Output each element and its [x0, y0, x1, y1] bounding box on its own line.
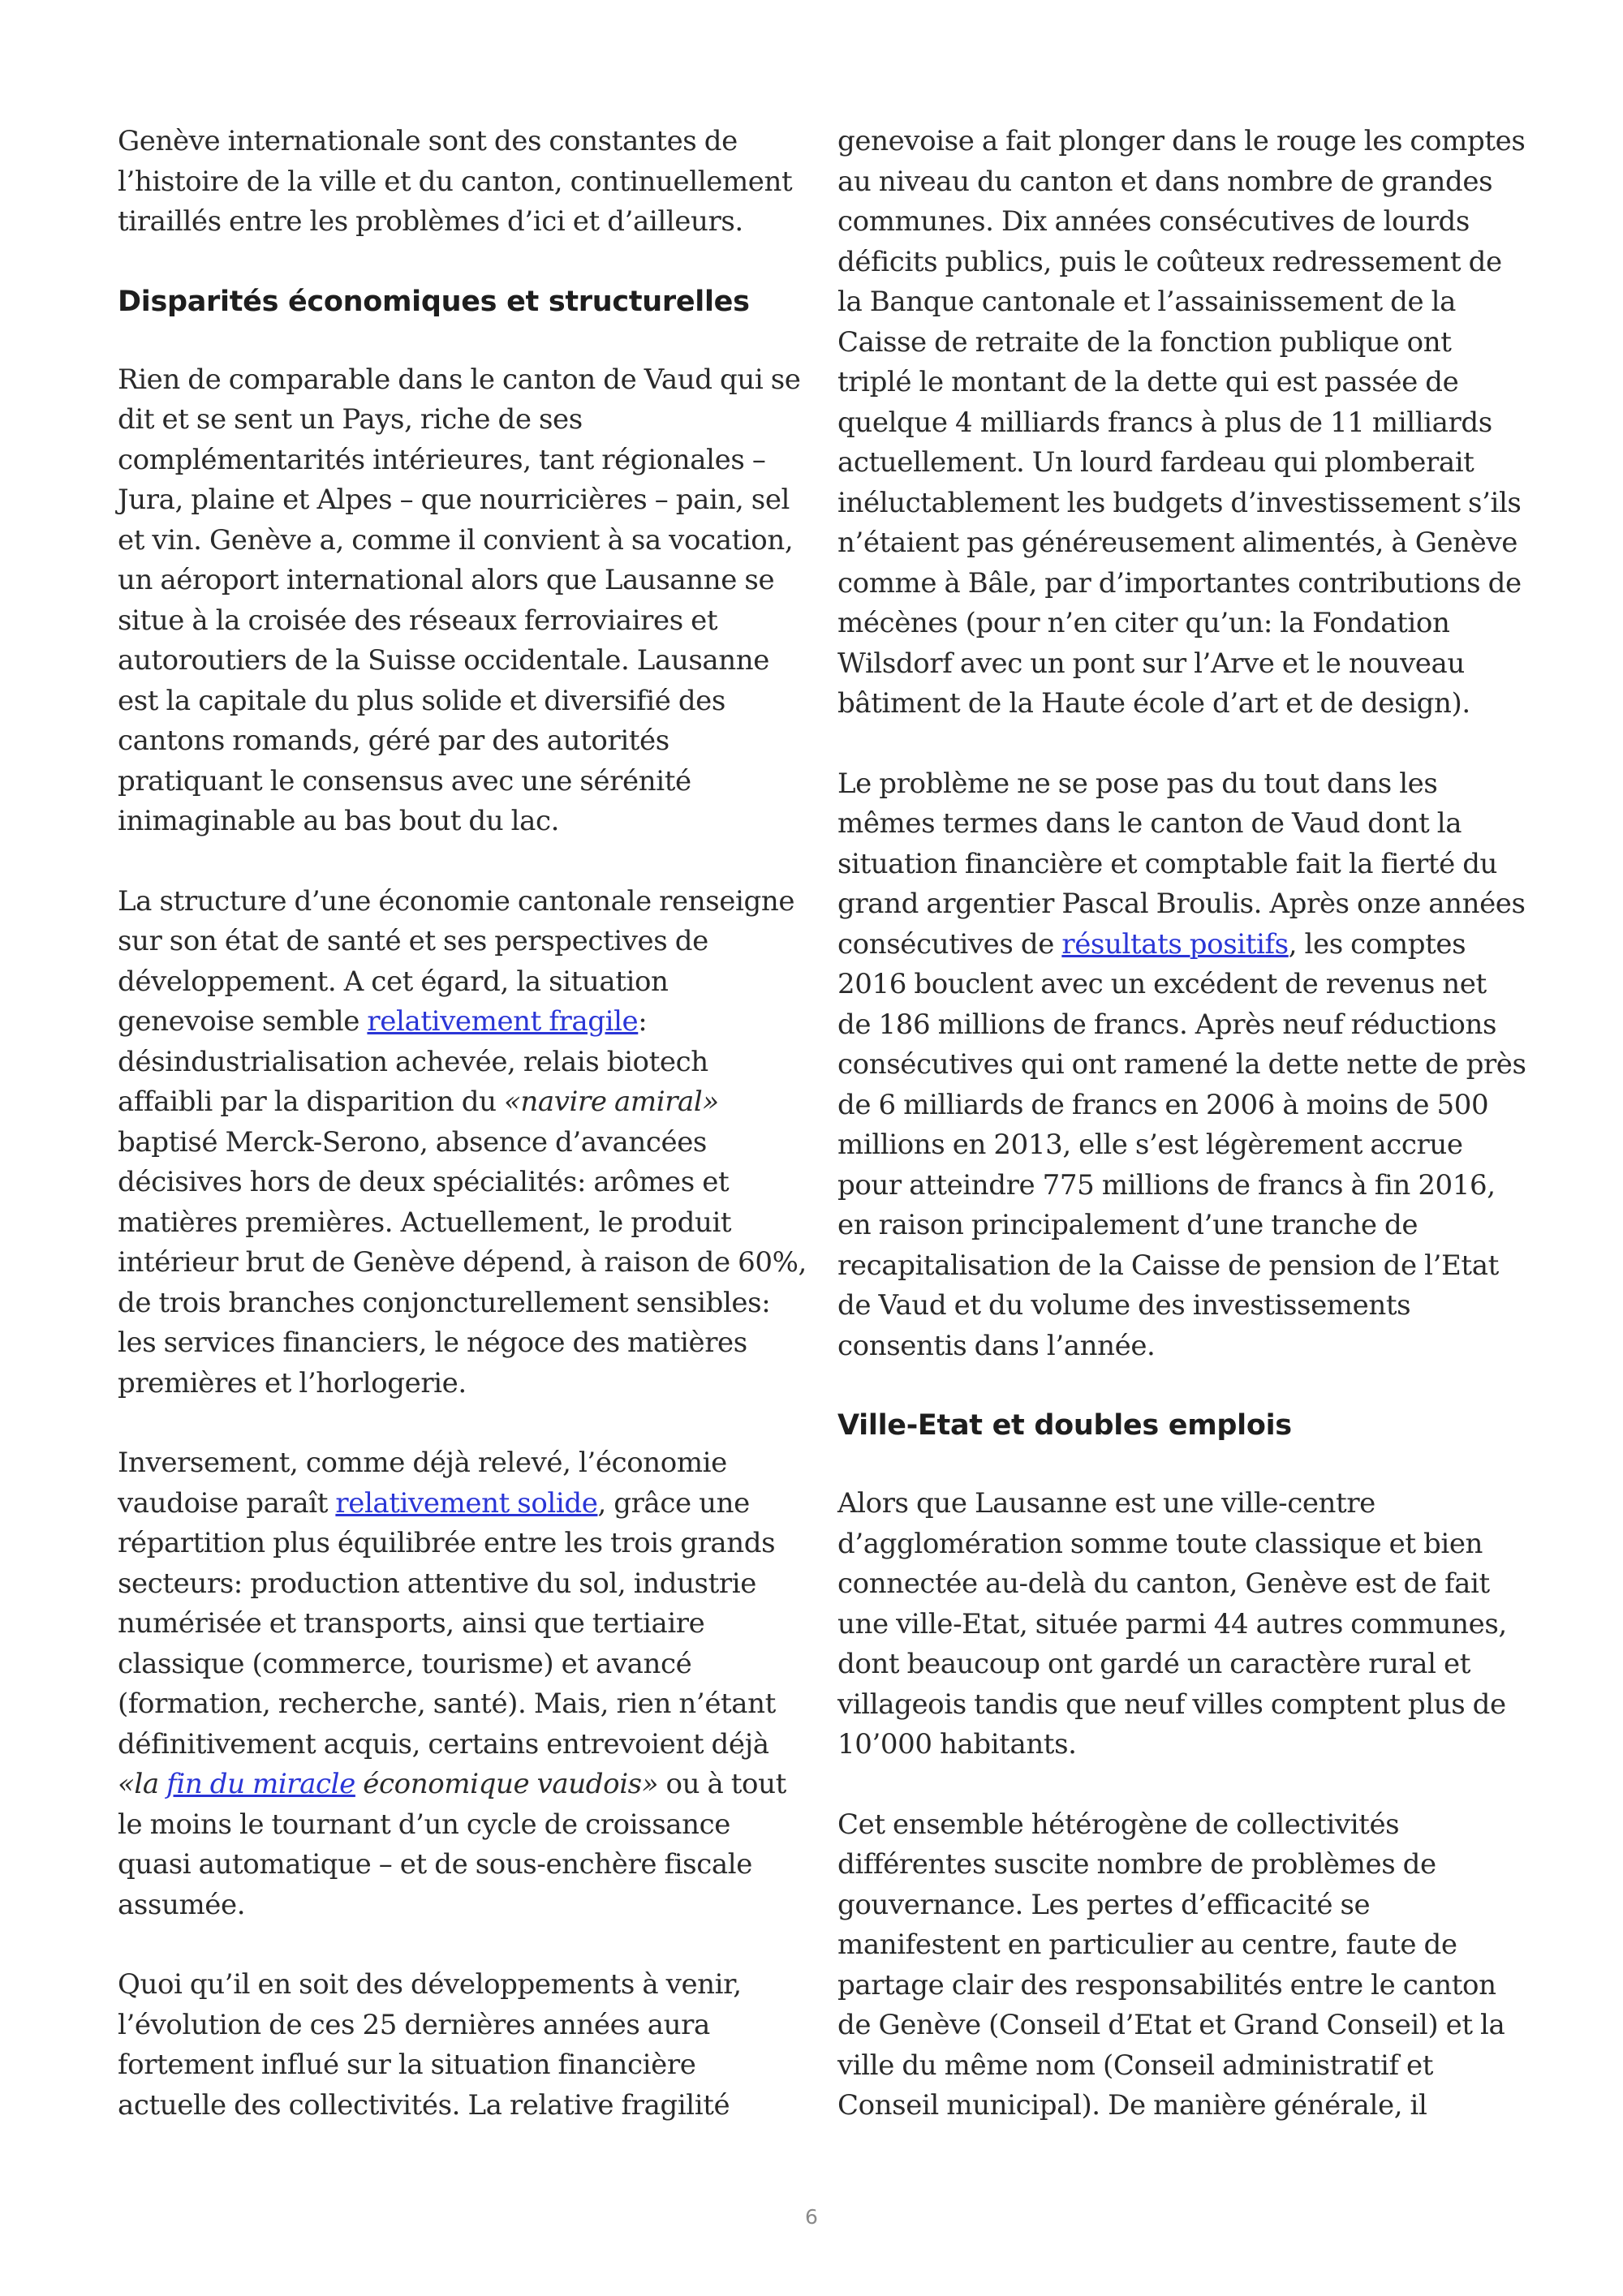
- paragraph: genevoise a fait plonger dans le rouge les comptes au niveau du canton et dans nombre de grandes communes. Dix années consécutives de lourds déficits publics, puis le coûteux redressement de la Banque cantonale et l’assainissement de la Caisse de retraite de la fonction publique ont triplé le montant de la dette qui est passée de quelque 4 milliards francs à plus de 11 milliards actuellement. Un lourd fardeau qui plomberait inéluctablement les budgets d’investissement s’ils n’étaient pas généreusement alimentés, à Genève comme à Bâle, par d’importantes contributions de mécènes (pour n’en citer qu’un: la Fondation Wilsdorf avec un pont sur l’Arve et le nouveau bâtiment de la Haute école d’art et de design).: [837, 125, 1526, 720]
- text-run: économique vaudois»: [355, 1768, 659, 1800]
- page-number: 6: [805, 2205, 818, 2229]
- italic-quote: «navire amiral»: [503, 1086, 719, 1118]
- text-run: Inversement, comme déjà relevé, l’économie vaudoise paraît: [118, 1447, 727, 1520]
- left-column: [118, 122, 807, 2165]
- text-run: , les comptes 2016 bouclent avec un excédent de revenus net de 186 millions de francs. Après neuf réductions consécutives qui ont ramené la dette nette de près de 6 milliards de francs en 2006 à moins de 500 millions en 2013, elle s’est légèrement accrue pour atteindre 775 millions de francs à fin 2016, en raison principalement d’une tranche de recapitalisation de la Caisse de pension de l’Etat de Vaud et du volume des investissements consentis dans l’année.: [837, 927, 1526, 1362]
- text-run: «la: [118, 1768, 167, 1800]
- paragraph: Genève internationale sont des constantes de l’histoire de la ville et du canton, continuellement tiraillés entre les problèmes d’ici et d’ailleurs.: [118, 125, 793, 238]
- section-heading: Disparités économiques et structurelles: [118, 285, 750, 318]
- link-relativement-fragile[interactable]: relativement fragile: [367, 1005, 639, 1038]
- section-heading: Ville-Etat et doubles emplois: [837, 1409, 1292, 1442]
- text-run: ou à tout le moins le tournant d’un cycle de croissance quasi automatique – et de sous-enchère fiscale assumée.: [118, 1768, 786, 1921]
- link-resultats-positifs[interactable]: résultats positifs: [1061, 927, 1289, 961]
- paragraph: [118, 882, 807, 1404]
- link-fin-du-miracle[interactable]: fin du miracle: [166, 1768, 355, 1800]
- link-relativement-solide[interactable]: relativement solide: [335, 1486, 598, 1520]
- text-run: La structure d’une économie cantonale renseigne sur son état de santé et ses perspectives de développement. A cet égard, la situation genevoise semble: [118, 884, 795, 1038]
- text-run: Le problème ne se pose pas du tout dans les mêmes termes dans le canton de Vaud dont la situation financière et comptable fait la fierté du grand argentier Pascal Broulis. Après onze années consécutives de: [837, 767, 1526, 961]
- paragraph: Cet ensemble hétérogène de collectivités différentes suscite nombre de problèmes de gouvernance. Les pertes d’efficacité se manifestent en particulier au centre, faute de partage clair des responsabilités entre le canton de Genève (Conseil d’Etat et Grand Conseil) et la ville du même nom (Conseil administratif et Conseil municipal). De manière générale, il: [837, 1808, 1505, 2122]
- text-run: : désindustrialisation achevée, relais biotech affaibli par la disparition du: [118, 1005, 708, 1118]
- paragraph: [118, 1443, 807, 1925]
- text-run: , grâce une répartition plus équilibrée entre les trois grands secteurs: production attentive du sol, industrie numérisée et transports, ainsi que tertiaire classique (commerce, tourisme) et avancé (formation, recherche, santé). Mais, rien n’étant définitivement acquis, certains entrevoient déjà: [118, 1486, 776, 1761]
- text-run: baptisé Merck-Serono, absence d’avancées décisives hors de deux spécialités: arômes et matières premières. Actuellement, le produit intérieur brut de Genève dépend, à raison de 60%, de trois branches conjoncturellement sensibles: les services financiers, le négoce des matières premières et l’horlogerie.: [118, 1125, 807, 1400]
- paragraph: Alors que Lausanne est une ville-centre d’agglomération somme toute classique et bien connectée au-delà du canton, Genève est de fait une ville-Etat, située parmi 44 autres communes, dont beaucoup ont gardé un caractère rural et villageois tandis que neuf villes comptent plus de 10’000 habitants.: [837, 1487, 1507, 1761]
- right-column: [837, 122, 1527, 2166]
- paragraph: [837, 764, 1527, 1367]
- italic-quote: [118, 1768, 658, 1800]
- paragraph: Rien de comparable dans le canton de Vaud qui se dit et se sent un Pays, riche de ses complémentarités intérieures, tant régionales – Jura, plaine et Alpes – que nourricières – pain, sel et vin. Genève a, comme il convient à sa vocation, un aéroport international alors que Lausanne se situe à la croisée des réseaux ferroviaires et autoroutiers de la Suisse occidentale. Lausanne est la capitale du plus solide et diversifié des cantons romands, géré par des autorités pratiquant le consensus avec une sérénité inimaginable au bas bout du lac.: [118, 363, 801, 837]
- paragraph: Quoi qu’il en soit des développements à venir, l’évolution de ces 25 dernières années aura fortement influé sur la situation financière actuelle des collectivités. La relative fragilité: [118, 1968, 742, 2122]
